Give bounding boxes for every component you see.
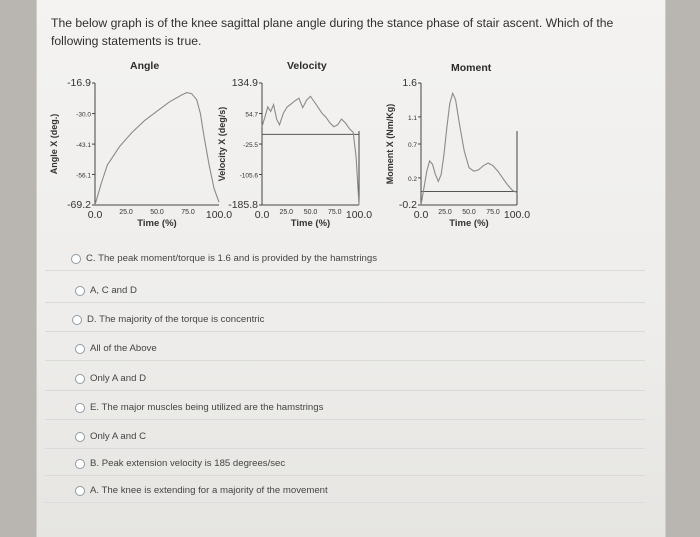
y-tick-label: 54.7 <box>245 111 258 119</box>
x-tick-label: 100.0 <box>503 209 531 221</box>
divider <box>45 302 645 303</box>
x-tick-label: 100.0 <box>345 209 373 221</box>
option-label: D. The majority of the torque is concentric <box>87 314 265 325</box>
divider <box>45 390 645 391</box>
angle-chart <box>49 77 232 229</box>
x-axis-label: Time (%) <box>290 218 331 229</box>
radio-icon[interactable] <box>75 432 85 442</box>
x-tick-label: 0.0 <box>413 209 429 221</box>
y-tick-label: -105.6 <box>239 172 258 180</box>
x-axis-label: Time (%) <box>449 218 489 229</box>
x-tick-label: 50.0 <box>303 209 318 216</box>
data-line <box>262 96 359 205</box>
y-tick-label: 1.6 <box>402 77 417 89</box>
y-tick-label: -56.1 <box>76 172 91 180</box>
radio-icon[interactable] <box>75 286 85 296</box>
x-tick-label: 100.0 <box>205 209 233 221</box>
answer-option[interactable] <box>75 402 323 413</box>
radio-icon[interactable] <box>75 344 85 354</box>
y-tick-label: -16.9 <box>67 77 91 89</box>
answer-option[interactable] <box>75 373 146 384</box>
answer-option[interactable] <box>75 485 328 496</box>
velocity-chart <box>217 77 372 229</box>
divider <box>45 448 645 449</box>
radio-icon[interactable] <box>72 315 82 325</box>
answer-option[interactable] <box>75 343 157 354</box>
x-tick-label: 0.0 <box>87 209 103 221</box>
y-tick-label: -185.8 <box>228 199 258 211</box>
chart-title-moment: Moment <box>451 62 492 74</box>
option-label: All of the Above <box>90 343 157 354</box>
option-label: C. The peak moment/torque is 1.6 and is provided by the hamstrings <box>86 253 377 264</box>
radio-icon[interactable] <box>75 459 85 469</box>
answer-option[interactable] <box>75 431 146 442</box>
x-tick-label: 75.0 <box>327 209 342 216</box>
charts-area <box>37 0 665 250</box>
option-label: A. The knee is extending for a majority of the movement <box>90 485 328 496</box>
x-tick-label: 0.0 <box>254 209 270 221</box>
option-label: B. Peak extension velocity is 185 degrees/sec <box>90 458 286 469</box>
x-tick-label: 75.0 <box>486 209 500 216</box>
option-label: A, C and D <box>90 285 137 296</box>
y-axis-label: Moment X (Nm/Kg) <box>385 103 395 185</box>
divider <box>45 475 645 476</box>
radio-icon[interactable] <box>75 374 85 384</box>
answer-option[interactable] <box>72 314 264 325</box>
divider <box>45 360 645 361</box>
divider <box>45 331 645 332</box>
option-label: Only A and C <box>90 431 146 442</box>
divider <box>45 502 645 503</box>
x-tick-label: 75.0 <box>181 209 195 216</box>
y-tick-label: -69.2 <box>67 199 91 211</box>
y-tick-label: -0.2 <box>398 199 417 211</box>
x-tick-label: 50.0 <box>150 209 164 216</box>
y-tick-label: 0.2 <box>407 175 417 183</box>
chart-title-velocity: Velocity <box>287 60 327 72</box>
chart-title-angle: Angle <box>130 60 160 72</box>
divider <box>45 419 645 420</box>
y-tick-label: -30.0 <box>76 111 91 119</box>
answer-option[interactable] <box>75 458 285 469</box>
x-tick-label: 50.0 <box>462 209 476 216</box>
question-text: The below graph is of the knee sagittal plane angle during the stance phase of stair ascent. Which of the following statements is true. <box>51 16 614 48</box>
answer-option[interactable] <box>75 285 137 296</box>
option-label: Only A and D <box>90 373 146 384</box>
x-axis-label: Time (%) <box>137 218 177 229</box>
data-line <box>95 93 219 205</box>
question-card <box>36 0 666 537</box>
y-tick-label: -25.5 <box>243 142 258 150</box>
radio-icon[interactable] <box>75 486 85 496</box>
y-tick-label: 0.7 <box>407 142 417 149</box>
data-line <box>421 93 517 205</box>
x-tick-label: 25.0 <box>438 209 452 216</box>
y-tick-label: -43.1 <box>76 142 91 150</box>
moment-chart <box>385 77 530 229</box>
y-axis-label: Velocity X (deg/s) <box>217 106 227 182</box>
x-tick-label: 25.0 <box>279 209 294 216</box>
radio-icon[interactable] <box>75 403 85 413</box>
divider <box>45 270 645 271</box>
option-label: E. The major muscles being utilized are the hamstrings <box>90 402 324 413</box>
answer-option[interactable] <box>71 253 377 264</box>
y-axis-label: Angle X (deg.) <box>49 113 59 175</box>
radio-icon[interactable] <box>71 254 81 264</box>
y-tick-label: 134.9 <box>231 77 258 89</box>
x-tick-label: 25.0 <box>119 209 133 216</box>
y-tick-label: 1.1 <box>407 114 417 122</box>
